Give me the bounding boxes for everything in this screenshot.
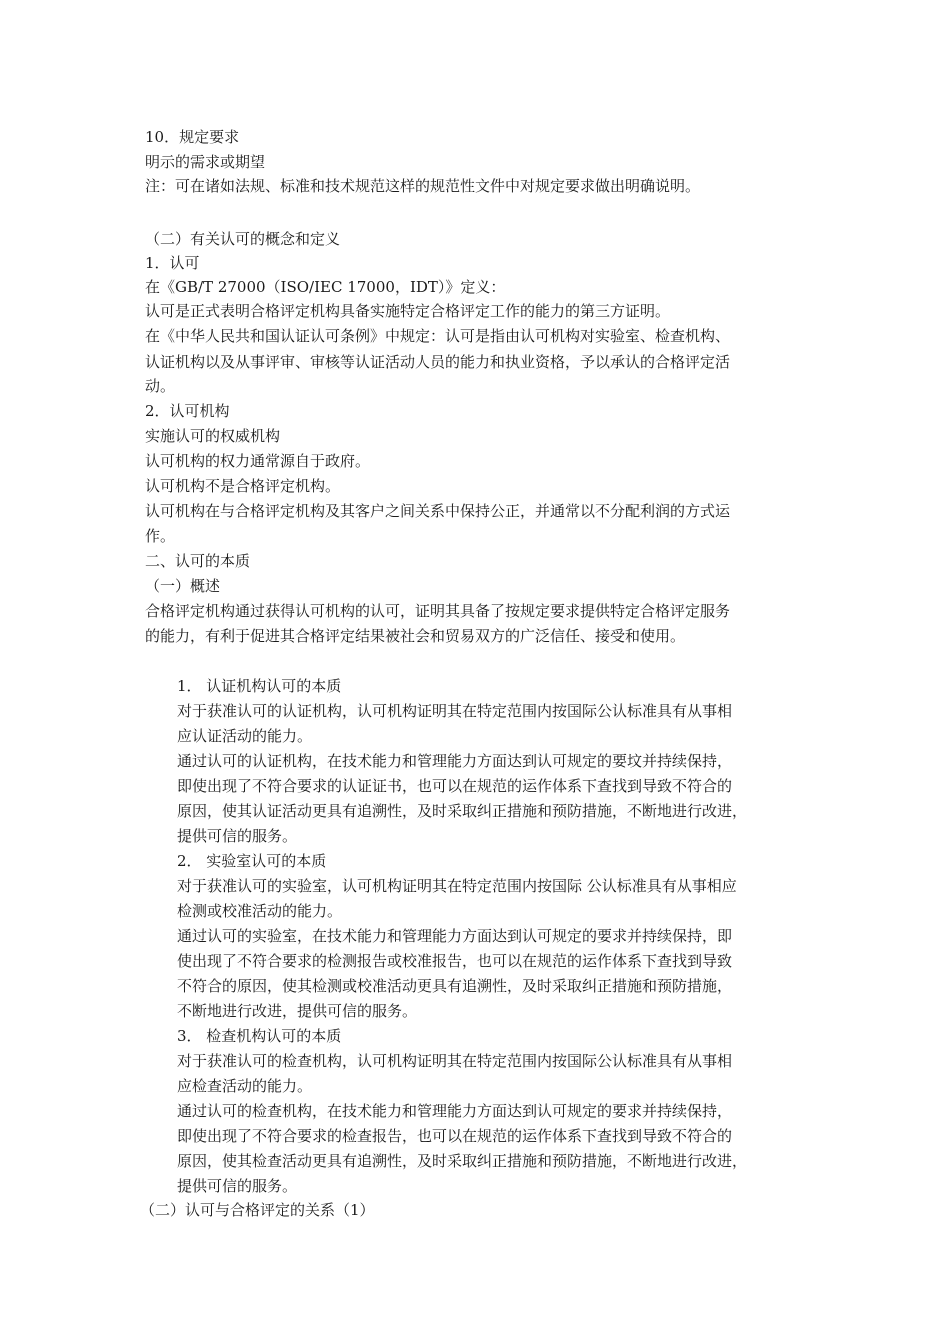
- text-line: 实施认可的权威机构: [145, 427, 281, 445]
- text-line: 认可机构的权力通常源自于政府。: [145, 452, 371, 470]
- note-line: 注：可在诸如法规、标准和技术规范这样的规范性文件中对规定要求做出明确说明。: [145, 177, 701, 195]
- text-line: 提供可信的服务。: [177, 827, 298, 845]
- text-line: 认可机构在与合格评定机构及其客户之间关系中保持公正，并通常以不分配利润的方式运: [145, 502, 731, 520]
- text-line: 动。: [145, 377, 176, 395]
- text-line: 通过认可的实验室，在技术能力和管理能力方面达到认可规定的要求并持续保持，即: [177, 927, 733, 945]
- text-line: 认可是正式表明合格评定机构具备实施特定合格评定工作的能力的第三方证明。: [145, 302, 671, 320]
- text-line: 提供可信的服务。: [177, 1177, 298, 1195]
- text-line: 通过认可的认证机构，在技术能力和管理能力方面达到认可规定的要坟并持续保持，: [177, 752, 733, 770]
- text-line: 认证机构以及从事评审、审核等认证活动人员的能力和执业资格，予以承认的合格评定活: [145, 353, 731, 371]
- text-line: 检测或校准活动的能力。: [177, 902, 343, 920]
- text-line: 合格评定机构通过获得认可机构的认可，证明其具备了按规定要求提供特定合格评定服务: [145, 602, 731, 620]
- subheading: （一）概述: [145, 577, 221, 595]
- text-line: 对于获准认可的检查机构，认可机构证明其在特定范围内按国际公认标准具有从事相: [177, 1052, 733, 1070]
- section-heading: 二、认可的本质: [145, 552, 251, 570]
- subheading: 2．认可机构: [145, 402, 230, 420]
- heading-requirement: 10．规定要求: [145, 128, 240, 146]
- text-line: 不符合的原因，使其检测或校准活动更具有追溯性，及时采取纠正措施和预防措施，: [177, 977, 733, 995]
- subheading: 2． 实验室认可的本质: [177, 852, 327, 870]
- section-heading: （二）有关认可的概念和定义: [145, 230, 341, 248]
- text-line: 的能力，有利于促进其合格评定结果被社会和贸易双方的广泛信任、接受和使用。: [145, 627, 686, 645]
- text-line: 在《中华人民共和国认证认可条例》中规定：认可是指由认可机构对实验室、检查机构、: [145, 327, 731, 345]
- text-line: 原因，使其检查活动更具有追溯性，及时采取纠正措施和预防措施，不断地进行改进，: [177, 1152, 748, 1170]
- text-line: 对于获准认可的认证机构，认可机构证明其在特定范围内按国际公认标准具有从事相: [177, 702, 733, 720]
- subheading: 1．认可: [145, 254, 200, 272]
- text-line: 通过认可的检查机构，在技术能力和管理能力方面达到认可规定的要求并持续保持，: [177, 1102, 733, 1120]
- text-line: 应检查活动的能力。: [177, 1077, 313, 1095]
- text-line: 即使出现了不符合要求的检查报告，也可以在规范的运作体系下查找到导致不符合的: [177, 1127, 733, 1145]
- text-line: 认可机构不是合格评定机构。: [145, 477, 341, 495]
- text-line: 应认证活动的能力。: [177, 727, 313, 745]
- text-line: 明示的需求或期望: [145, 153, 266, 171]
- subheading: 3． 检查机构认可的本质: [177, 1027, 342, 1045]
- section-heading: （二）认可与合格评定的关系（1）: [140, 1201, 375, 1219]
- text-line: 使出现了不符合要求的检测报告或校准报告，也可以在规范的运作体系下查找到导致: [177, 952, 733, 970]
- text-line: 不断地进行改进，提供可信的服务。: [177, 1002, 418, 1020]
- text-line: 原因，使其认证活动更具有追溯性，及时采取纠正措施和预防措施，不断地进行改进，: [177, 802, 748, 820]
- text-line: 在《GB/T 27000（ISO/IEC 17000，IDT）》定义：: [145, 278, 506, 296]
- text-line: 即使出现了不符合要求的认证证书，也可以在规范的运作体系下查找到导致不符合的: [177, 777, 733, 795]
- text-line: 作。: [145, 527, 176, 545]
- subheading: 1． 认证机构认可的本质: [177, 677, 342, 695]
- text-line: 对于获准认可的实验室，认可机构证明其在特定范围内按国际 公认标准具有从事相应: [177, 877, 737, 895]
